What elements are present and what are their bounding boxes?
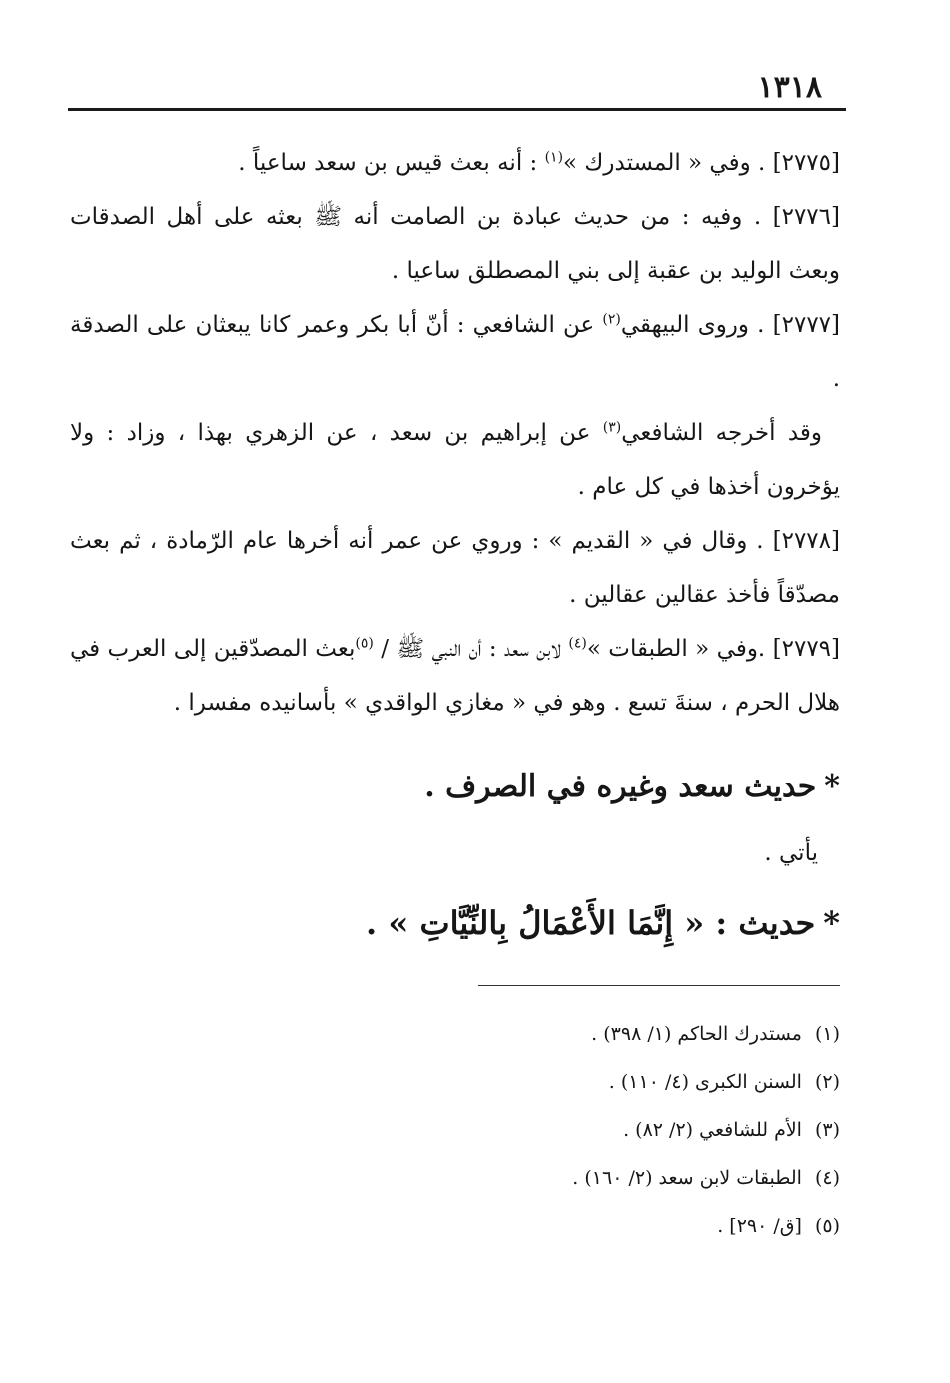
section-body: يأتي . xyxy=(764,840,818,866)
footnote-number: (٢) xyxy=(814,1071,840,1093)
footnote-item xyxy=(280,1202,840,1250)
paragraph-2778 xyxy=(70,514,840,622)
paragraph-text: [٢٧٧٥] . وفي « المستدرك » xyxy=(563,150,840,176)
footnote-text: السنن الكبرى (٤/ ١١٠) . xyxy=(608,1071,802,1093)
footnote-number: (٣) xyxy=(814,1119,840,1141)
footnote-item xyxy=(280,1058,840,1106)
footnotes-list xyxy=(280,1010,840,1250)
paragraph-2777 xyxy=(70,298,840,406)
paragraph-text: [٢٧٧٧] . وروى البيهقي xyxy=(620,312,841,338)
footnote-item xyxy=(280,1010,840,1058)
paragraph-2779 xyxy=(70,622,840,730)
footnote-item xyxy=(280,1106,840,1154)
footnote-number: (٤) xyxy=(814,1167,840,1189)
footnote-separator xyxy=(478,985,840,986)
footnote-ref: (١) xyxy=(544,149,564,166)
paragraph-text: وقد أخرجه الشافعي xyxy=(621,420,822,446)
paragraph-text: عن الشافعي : أنّ أبا بكر وعمر كانا يبعثان على الصدقة . xyxy=(70,312,840,392)
paragraph-2776 xyxy=(70,190,840,298)
section-heading xyxy=(70,888,840,958)
footnote-text: [ق/ ٢٩٠] . xyxy=(717,1215,802,1237)
paragraph-text: لابن سعد : أن النبي ﷺ / xyxy=(373,636,569,662)
header-rule xyxy=(68,108,846,111)
paragraph-text: [٢٧٧٦] . وفيه : من حديث عبادة بن الصامت أنه ﷺ بعثه على أهل الصدقات وبعث الوليد بن عقبة إلى بني المصطلق ساعيا . xyxy=(70,204,840,284)
footnote-ref: (٣) xyxy=(602,419,622,436)
footnote-text: مستدرك الحاكم (١/ ٣٩٨) . xyxy=(591,1023,802,1045)
star-marker: * xyxy=(823,904,840,942)
footnote-number: (٥) xyxy=(814,1215,840,1237)
footnote-ref: (٤) xyxy=(568,635,587,652)
footnote-ref: (٢) xyxy=(602,311,621,328)
star-marker: * xyxy=(824,769,840,804)
footnote-number: (١) xyxy=(814,1023,840,1045)
footnote-ref: (٥) xyxy=(355,635,374,652)
page-number: ١٣١٨ xyxy=(757,70,822,105)
paragraph-text: [٢٧٧٩] .وفي « الطبقات » xyxy=(586,636,841,662)
section-heading xyxy=(70,752,840,822)
footnote-text: الطبقات لابن سعد (٢/ ١٦٠) . xyxy=(572,1167,802,1189)
footnote-text: الأم للشافعي (٢/ ٨٢) . xyxy=(623,1119,802,1141)
paragraph-shafii xyxy=(70,406,840,514)
section-title: حديث : « إِنَّمَا الأَعْمَالُ بِالنِّيَّاتِ » . xyxy=(366,904,816,942)
paragraph-text: عن إبراهيم بن سعد ، عن الزهري بهذا ، وزاد : ولا يؤخرون أخذها في كل عام . xyxy=(70,420,840,500)
paragraph-text: : أنه بعث قيس بن سعد ساعياً . xyxy=(238,150,545,176)
section-title: حديث سعد وغيره في الصرف . xyxy=(424,769,817,804)
footnote-item xyxy=(280,1154,840,1202)
paragraph-text: [٢٧٧٨] . وقال في « القديم » : وروي عن عمر أنه أخرها عام الرّمادة ، ثم بعث مصدّقاً فأخذ عقالين عقالين . xyxy=(70,528,840,608)
paragraph-text: بعث المصدّقين إلى العرب في هلال الحرم ، سنةَ تسع . وهو في « مغازي الواقدي » بأسانيده مفسرا . xyxy=(70,636,840,716)
main-text xyxy=(70,136,840,958)
paragraph-2775 xyxy=(70,136,840,190)
